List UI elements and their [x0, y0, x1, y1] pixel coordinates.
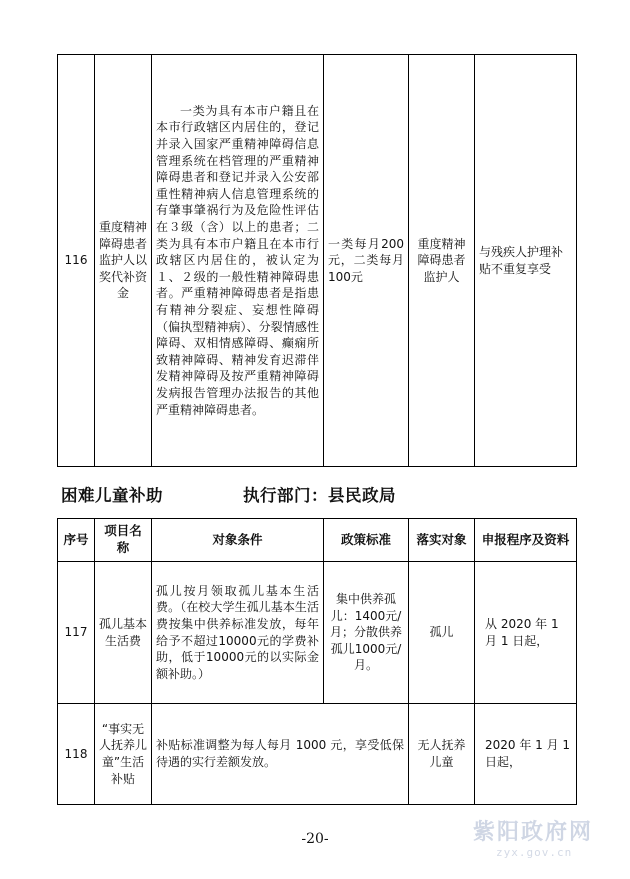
object-conditions: 孤儿按月领取孤儿基本生活费。（在校大学生孤儿基本生活费按集中供养标准发放，每年给予不超过10000元的学费补助，低于10000元的以实际金额补助。） [152, 562, 324, 704]
table-row [58, 704, 577, 805]
table-116 [57, 54, 577, 467]
header-condition: 对象条件 [152, 519, 324, 562]
target-object: 无人抚养儿童 [409, 704, 475, 805]
table-header-row [58, 519, 577, 562]
header-target: 落实对象 [409, 519, 475, 562]
procedure: 从 2020 年 1 月 1 日起， [475, 562, 577, 704]
policy-standard: 一类每月200元，二类每月100元 [324, 55, 409, 467]
target-object: 孤儿 [409, 562, 475, 704]
page-number: -20- [301, 831, 329, 847]
watermark-logo: 紫阳政府网 [473, 820, 594, 845]
section-heading [61, 482, 396, 506]
row-number: 118 [58, 704, 95, 805]
object-conditions: 一类为具有本市户籍且在本市行政辖区内居住的，登记并录入国家严重精神障碍信息管理系统在档管理的严重精神障碍患者和登记并录入公安部重性精神病人信息管理系统的有肇事肇祸行为及危险性评估在３级（含）以上的患者；二类为具有本市户籍且在本市行政辖区内居住的，被认定为１、２级的一般性精神障碍患者。严重精神障碍患者是指患有精神分裂症、妄想性障碍（偏执型精神病）、分裂情感性障碍、双相情感障碍、癫痫所致精神障碍、精神发育迟滞伴发精神障碍及按严重精神障碍发病报告管理办法报告的其他严重精神障碍患者。 [152, 55, 324, 467]
item-name: 孤儿基本生活费 [95, 562, 152, 704]
row-number: 116 [58, 55, 95, 467]
section-title: 困难儿童补助 [61, 486, 163, 505]
table-children-subsidy [57, 518, 577, 805]
procedure: 与残疾人护理补贴不重复享受 [475, 55, 577, 467]
object-conditions: 补贴标准调整为每人每月 1000 元，享受低保待遇的实行差额发放。 [152, 704, 409, 805]
section-department: 执行部门：县民政局 [243, 486, 396, 505]
procedure: 2020 年 1 月 1 日起， [475, 704, 577, 805]
target-object: 重度精神障碍患者监护人 [409, 55, 475, 467]
table-row [58, 562, 577, 704]
item-name: “事实无人抚养儿童”生活补贴 [95, 704, 152, 805]
table-row [58, 55, 577, 467]
policy-standard: 集中供养孤儿：1400元/月；分散供养孤儿1000元/月。 [324, 562, 409, 704]
header-item: 项目名称 [95, 519, 152, 562]
watermark-url: zyx.gov.cn [496, 846, 573, 859]
header-standard: 政策标准 [324, 519, 409, 562]
header-procedure: 申报程序及资料 [475, 519, 577, 562]
item-name: 重度精神障碍患者监护人以奖代补资金 [95, 55, 152, 467]
row-number: 117 [58, 562, 95, 704]
header-no: 序号 [58, 519, 95, 562]
